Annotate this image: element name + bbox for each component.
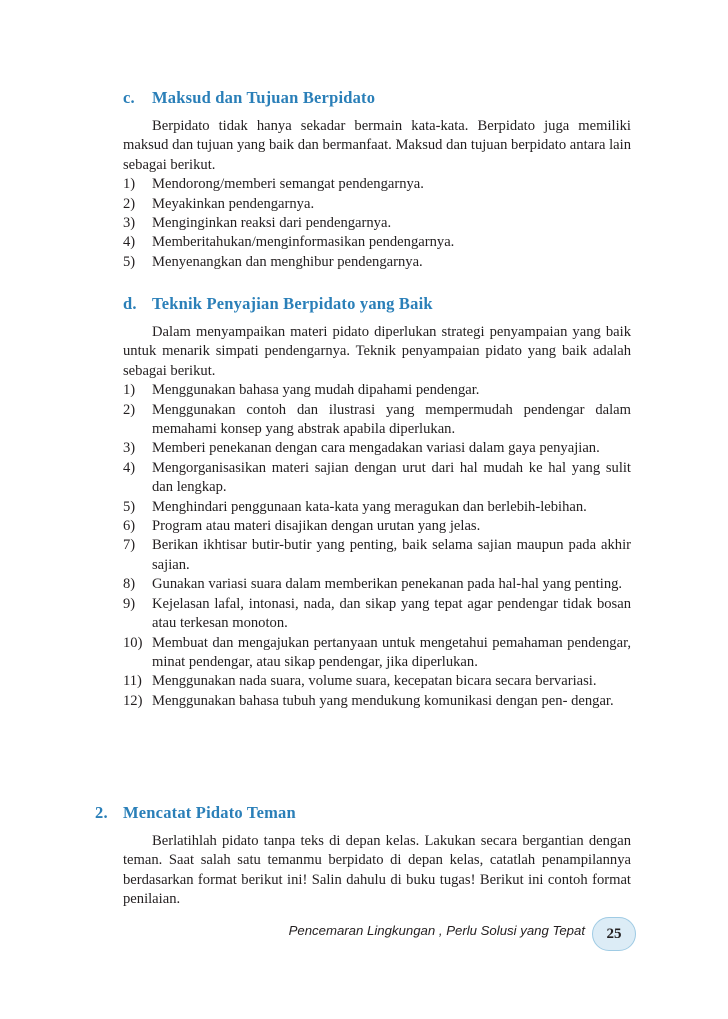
- list-item: [123, 195, 631, 214]
- list-item: [123, 233, 631, 252]
- list-item-text: Membuat dan mengajukan pertanyaan untuk mengetahui pemahaman pendengar, minat pendengar, atau sikap pendengar, jika diperlukan.: [152, 634, 631, 670]
- page-number: 25: [606, 925, 622, 942]
- list-item-text: Menyenangkan dan menghibur pendengarnya.: [152, 253, 423, 270]
- section-c-heading: [123, 88, 375, 108]
- list-item-number: 6): [123, 518, 136, 535]
- list-item-text: Program atau materi disajikan dengan urutan yang jelas.: [152, 518, 481, 535]
- list-item-number: 3): [123, 440, 136, 457]
- list-item-number: 1): [123, 176, 136, 193]
- list-item: [123, 401, 631, 440]
- list-item-text: Meyakinkan pendengarnya.: [152, 195, 315, 212]
- list-item-number: 7): [123, 537, 136, 554]
- list-item-text: Mendorong/memberi semangat pendengarnya.: [152, 176, 424, 193]
- section-c-body: [123, 117, 631, 272]
- list-item-number: 2): [123, 401, 136, 418]
- section-c-list: [123, 175, 631, 272]
- list-item: [123, 175, 631, 194]
- list-item-text: Menggunakan nada suara, volume suara, kecepatan bicara secara bervariasi.: [152, 673, 597, 690]
- list-item-number: 3): [123, 215, 136, 232]
- list-item-text: Gunakan variasi suara dalam memberikan penekanan pada hal-hal yang penting.: [152, 576, 623, 593]
- section-d-heading: [123, 294, 433, 314]
- list-item-text: Menginginkan reaksi dari pendengarnya.: [152, 215, 392, 232]
- list-item-number: 5): [123, 498, 136, 515]
- section-d-list: [123, 381, 631, 711]
- footer-chapter-title: Pencemaran Lingkungan , Perlu Solusi yang Tepat: [288, 923, 585, 938]
- list-item: [123, 381, 631, 400]
- list-item-number: 4): [123, 459, 136, 476]
- list-item: [123, 439, 631, 458]
- section-2-number: 2.: [95, 803, 108, 822]
- list-item: [123, 214, 631, 233]
- section-c-letter: c.: [123, 88, 135, 107]
- list-item-text: Menggunakan bahasa yang mudah dipahami pendengar.: [152, 382, 480, 399]
- list-item-text: Menggunakan contoh dan ilustrasi yang mempermudah pendengar dalam memahami konsep yang abstrak apabila diperlukan.: [152, 401, 631, 438]
- list-item-text: Mengorganisasikan materi sajian dengan urut dari hal mudah ke hal yang sulit dan lengkap.: [152, 459, 631, 496]
- section-d-paragraph: Dalam menyampaikan materi pidato diperlukan strategi penyampaian yang baik untuk menarik simpati pendengarnya. Teknik penyampaian pidato yang baik adalah sebagai berikut.: [123, 324, 631, 379]
- list-item-number: 5): [123, 253, 136, 270]
- page-number-badge: [592, 917, 636, 951]
- section-c-title: Maksud dan Tujuan Berpidato: [152, 88, 376, 107]
- list-item-text: Kejelasan lafal, intonasi, nada, dan sikap yang tepat agar pendengar tidak bosan atau terkesan monoton.: [152, 595, 631, 632]
- list-item-text: Menghindari penggunaan kata-kata yang meragukan dan berlebih-lebihan.: [152, 498, 587, 515]
- list-item: [123, 692, 631, 711]
- list-item: [123, 498, 631, 517]
- list-item-number: 10): [123, 634, 143, 651]
- list-item-text: Berikan ikhtisar butir-butir yang penting, baik selama sajian maupun pada akhir sajian.: [152, 537, 631, 573]
- section-d-body: [123, 323, 631, 711]
- list-item-number: 4): [123, 234, 136, 251]
- list-item: [123, 459, 631, 498]
- list-item-number: 8): [123, 576, 136, 593]
- list-item-number: 11): [123, 673, 142, 690]
- list-item: [123, 253, 631, 272]
- list-item: [123, 595, 631, 634]
- list-item: [123, 672, 631, 691]
- list-item-text: Menggunakan bahasa tubuh yang mendukung komunikasi dengan pen- dengar.: [152, 692, 614, 709]
- list-item: [123, 517, 631, 536]
- list-item-number: 12): [123, 692, 143, 709]
- list-item-number: 9): [123, 595, 136, 612]
- section-c-paragraph: Berpidato tidak hanya sekadar bermain kata-kata. Berpidato juga memiliki maksud dan tujuan yang baik dan bermanfaat. Maksud dan tujuan berpidato antara lain sebagai berikut.: [123, 118, 631, 173]
- section-2-title: Mencatat Pidato Teman: [123, 803, 296, 822]
- list-item-number: 2): [123, 195, 136, 212]
- section-2-body: [123, 832, 631, 910]
- list-item: [123, 575, 631, 594]
- list-item-number: 1): [123, 382, 136, 399]
- section-d-title: Teknik Penyajian Berpidato yang Baik: [152, 294, 433, 313]
- list-item-text: Memberi penekanan dengan cara mengadakan variasi dalam gaya penyajian.: [152, 440, 600, 457]
- section-2-paragraph: Berlatihlah pidato tanpa teks di depan kelas. Lakukan secara bergantian dengan teman. Saat salah satu temanmu berpidato di depan kelas, catatlah penampilannya berdasarkan format berikut ini! Salin dahulu di buku tugas! Berikut ini contoh format penilaian.: [123, 833, 631, 908]
- section-2-heading: [95, 803, 296, 823]
- list-item-text: Memberitahukan/menginformasikan pendengarnya.: [152, 234, 455, 251]
- list-item: [123, 536, 631, 575]
- section-d-letter: d.: [123, 294, 137, 313]
- list-item: [123, 634, 631, 673]
